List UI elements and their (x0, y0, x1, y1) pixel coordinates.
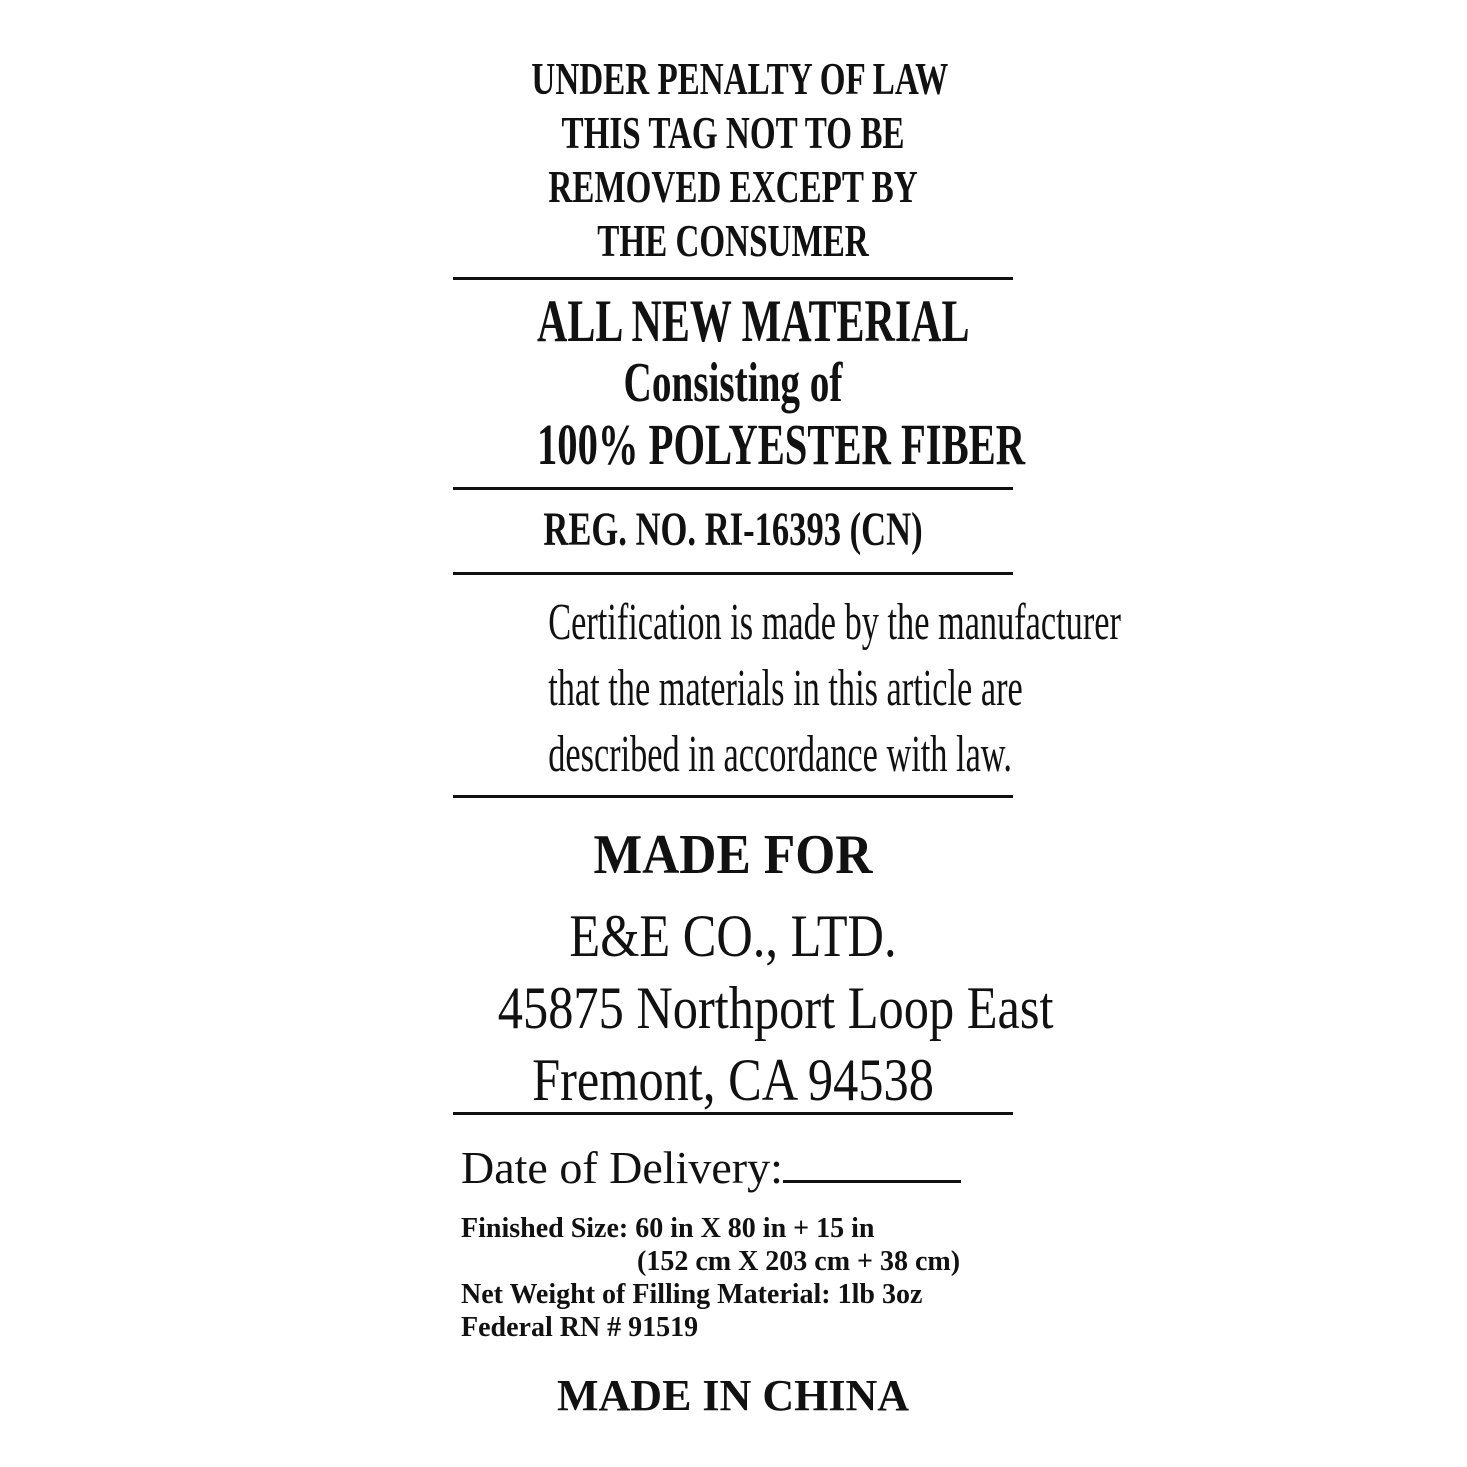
divider (453, 795, 1013, 798)
divider (453, 572, 1013, 575)
divider (453, 487, 1013, 490)
delivery-date-blank (783, 1140, 961, 1183)
divider (453, 1112, 1013, 1115)
specs-block (461, 1212, 960, 1344)
registration-block (453, 502, 1013, 558)
certification-line: Certification is made by the manufacturer (548, 594, 1121, 651)
delivery-date-label: Date of Delivery: (461, 1142, 783, 1193)
street-address: 45875 Northport Loop East (497, 975, 1054, 1041)
finished-size: Finished Size: 60 in X 80 in + 15 in (461, 1213, 875, 1244)
finished-size-metric: (152 cm X 203 cm + 38 cm) (637, 1246, 961, 1277)
delivery-date-row (461, 1140, 961, 1196)
warning-line: UNDER PENALTY OF LAW (531, 53, 949, 104)
warning-line: THE CONSUMER (597, 215, 869, 266)
country-of-origin: MADE IN CHINA (557, 1371, 909, 1420)
made-for-title (453, 820, 1013, 890)
warning-line: THIS TAG NOT TO BE (561, 107, 905, 158)
divider (453, 277, 1013, 280)
certification-line: that the materials in this article are (548, 660, 1023, 717)
material-heading: ALL NEW MATERIAL (537, 288, 970, 354)
material-subheading: Consisting of (623, 352, 843, 414)
net-weight: Net Weight of Filling Material: 1lb 3oz (461, 1279, 923, 1310)
material-block (453, 288, 1026, 477)
warning-line: REMOVED EXCEPT BY (548, 161, 918, 212)
city-state-zip: Fremont, CA 94538 (532, 1047, 934, 1113)
registration-number: REG. NO. RI-16393 (CN) (543, 503, 923, 556)
federal-rn: Federal RN # 91519 (461, 1312, 699, 1343)
material-content: 100% POLYESTER FIBER (537, 412, 1026, 477)
warning-block (453, 52, 1013, 268)
made-for-label: MADE FOR (593, 824, 873, 886)
certification-block (453, 590, 1121, 788)
address-block (453, 900, 1054, 1116)
company-name: E&E CO., LTD. (569, 903, 897, 969)
law-tag (453, 50, 1121, 1430)
certification-line: described in accordance with law. (548, 726, 1012, 783)
